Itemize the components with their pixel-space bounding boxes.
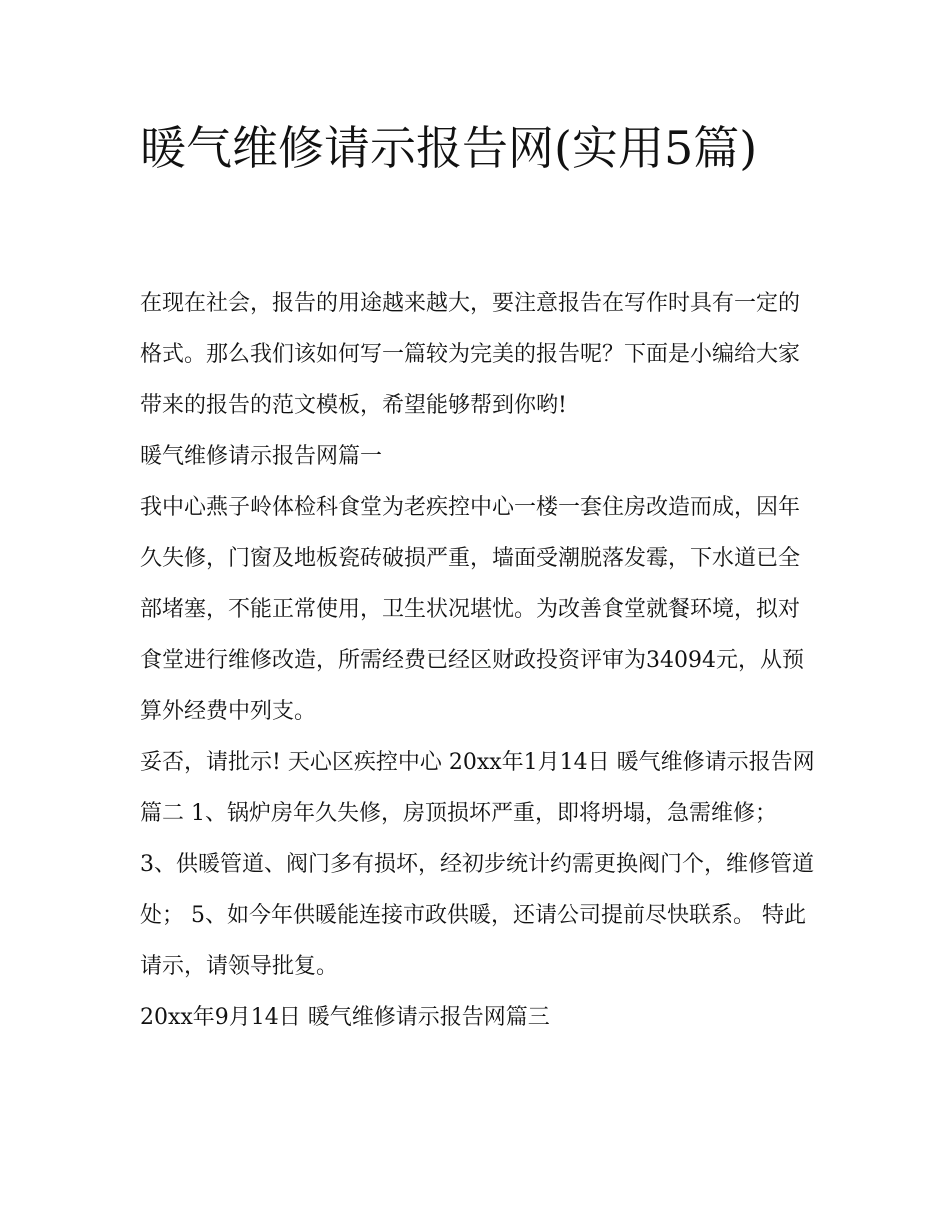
section-heading-1: 暖气维修请示报告网篇一 [140, 444, 383, 469]
section-1-paragraph: 我中心燕子岭体检科食堂为老疾控中心一楼一套住房改造而成，因年久失修，门窗及地板瓷砖破损严重，墙面受潮脱落发霉，下水道已全部堵塞，不能正常使用，卫生状况堪忧。为改善食堂就餐环境，拟对食堂进行维修改造，所需经费已经区财政投资评审为34094元，从预算外经费中列支。 [140, 495, 804, 724]
document-title: 暖气维修请示报告网(实用5篇) [140, 121, 758, 175]
date-heading-paragraph: 20xx年9月14日 暖气维修请示报告网篇三 [140, 1005, 550, 1030]
repair-items-paragraph: 3、供暖管道、阀门多有损坏，经初步统计约需更换阀门个，维修管道处； 5、如今年供暖能连接市政供暖，还请公司提前尽快联系。 特此请示，请领导批复。 [140, 852, 814, 979]
intro-paragraph: 在现在社会，报告的用途越来越大，要注意报告在写作时具有一定的格式。那么我们该如何写一篇较为完美的报告呢？下面是小编给大家带来的报告的范文模板，希望能够帮到你哟! [140, 291, 801, 418]
approval-paragraph: 妥否，请批示! 天心区疾控中心 20xx年1月14日 暖气维修请示报告网篇二 1、锅炉房年久失修，房顶损坏严重，即将坍塌，急需维修； [140, 750, 815, 826]
document-body [140, 278, 820, 1043]
